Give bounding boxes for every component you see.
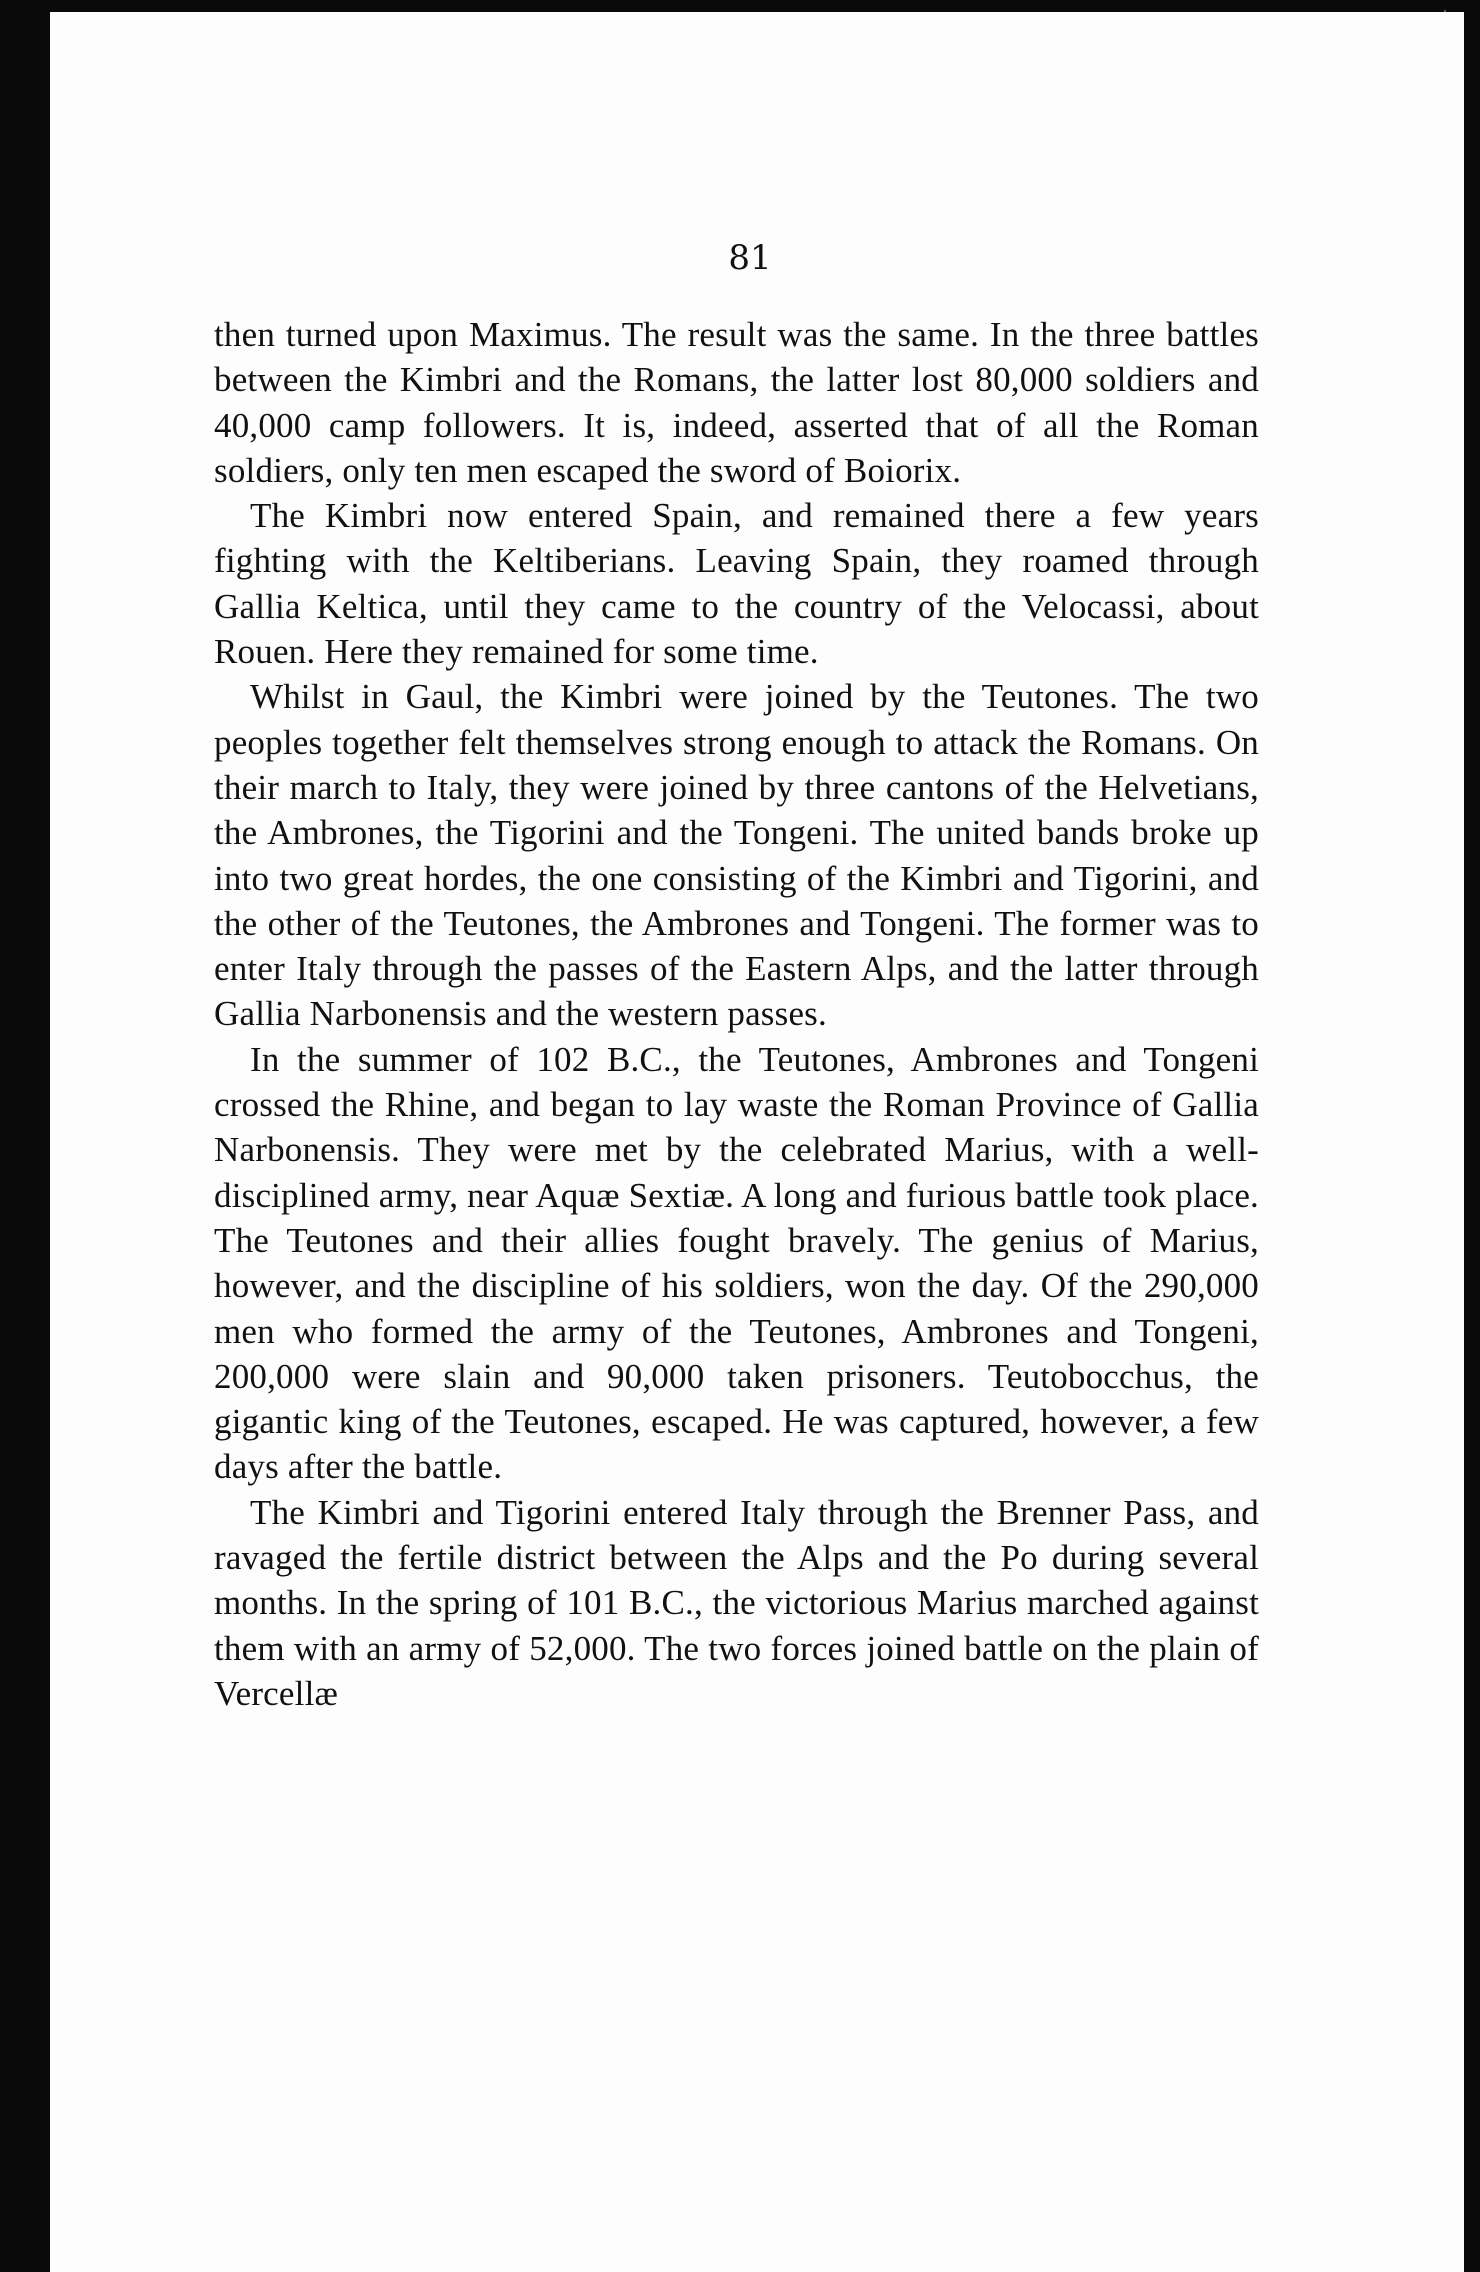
book-page [50,12,1464,2272]
paragraph: The Kimbri and Tigorini entered Italy through the Brenner Pass, and ravaged the fertile district between the Alps and the Po during several months. In the spring of 101 B.C., the victorious Marius marched against them with an army of 52,000. The two forces joined battle on the plain of Vercellæ [214,1492,1259,1713]
scan-right-border [1464,0,1480,2272]
paragraph: then turned upon Maximus. The result was the same. In the three battles between the Kimbri and the Romans, the latter lost 80,000 soldiers and 40,000 camp followers. It is, indeed, asserted that of all the Roman soldiers, only ten men escaped the sword of Boiorix. [214,315,1259,490]
paragraph: The Kimbri now entered Spain, and remained there a few years fighting with the Keltiberians. Leaving Spain, they roamed through Gallia Keltica, until they came to the country of the Velocassi, about Rouen. Here they remained for some time. [214,496,1259,672]
page-number: 81 [728,238,772,278]
paragraph: In the summer of 102 B.C., the Teutones, Ambrones and Tongeni crossed the Rhine, and began to lay waste the Roman Province of Gallia Narbonensis. They were met by the celebrated Marius, with a well-disciplined army, near Aquæ Sextiæ. A long and furious battle took place. The Teutones and their allies fought bravely. The genius of Marius, however, and the discipline of his soldiers, won the day. Of the 290,000 men who formed the army of the Teutones, Ambrones and Tongeni, 200,000 were slain and 90,000 taken prisoners. Teutobocchus, the gigantic king of the Teutones, escaped. He was captured, however, a few days after the battle. [214,1039,1259,1487]
body-text [214,312,1259,1716]
scan-top-border [0,0,1480,12]
scan-left-border [0,0,50,2272]
paragraph: Whilst in Gaul, the Kimbri were joined by the Teutones. The two peoples together felt themselves strong enough to attack the Romans. On their march to Italy, they were joined by three cantons of the Helvetians, the Ambrones, the Tigorini and the Tongeni. The united bands broke up into two great hordes, the one consisting of the Kimbri and Tigorini, and the other of the Teutones, the Ambrones and Tongeni. The former was to enter Italy through the passes of the Eastern Alps, and the latter through Gallia Narbonensis and the western passes. [214,677,1259,1034]
